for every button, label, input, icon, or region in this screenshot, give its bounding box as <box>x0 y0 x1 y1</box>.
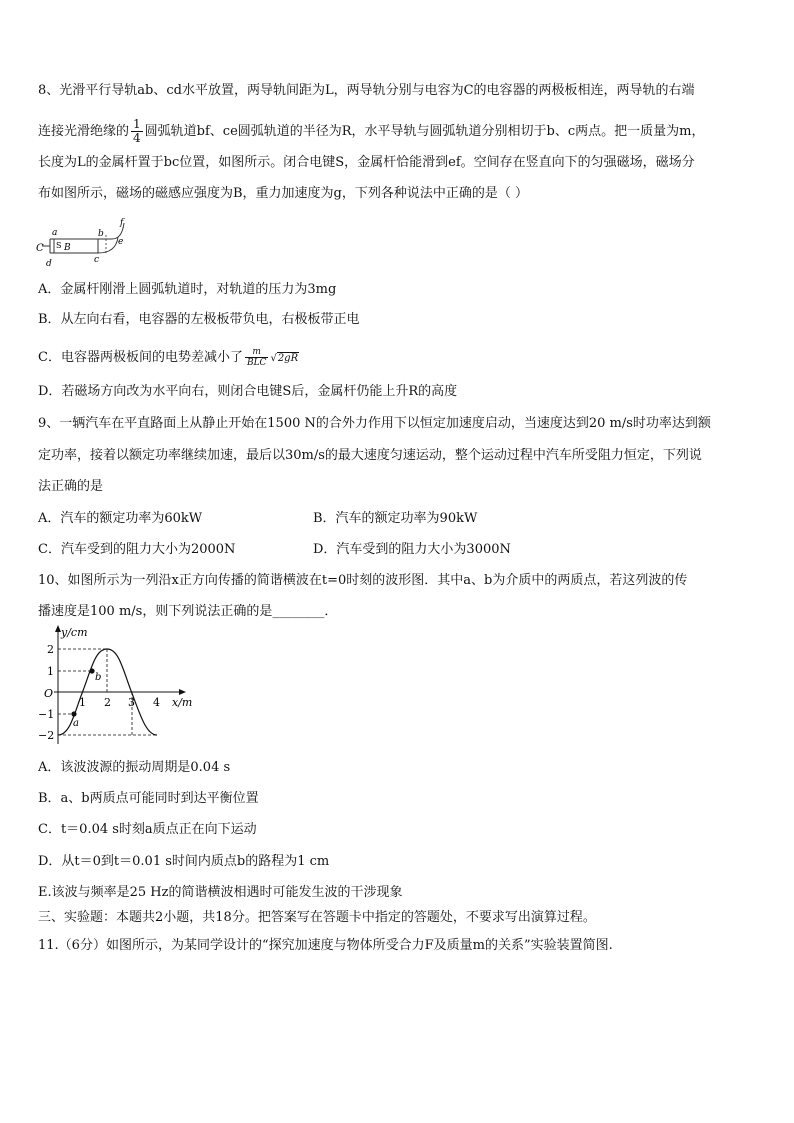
q9-option-c: C．汽车受到的阻力大小为2000N <box>38 542 236 557</box>
q8-line2-post: 圆弧轨道bf、ce圆弧轨道的半径为R，水平导轨与圆弧轨道分别相切于b、c两点。把一质量为m， <box>144 124 705 139</box>
point-b-marker <box>89 668 94 673</box>
q10-option-e: E.该波与频率是25 Hz的简谐横波相遇时可能发生波的干涉现象 <box>38 885 403 900</box>
q10-line2: 播速度是100 m/s，则下列说法正确的是________． <box>38 604 338 619</box>
fraction-numerator: 1 <box>133 117 141 131</box>
label-e: e <box>118 237 124 247</box>
q10-line1: 10、如图所示为一列沿x正方向传播的简谐横波在t=0时刻的波形图．其中a、b为介质中的两质点，若这列波的传 <box>38 573 688 588</box>
label-c: c <box>94 255 100 265</box>
ytick-1: 1 <box>47 665 54 678</box>
xtick-3: 3 <box>128 696 135 709</box>
point-a-marker <box>71 711 76 716</box>
label-f: f <box>120 218 124 228</box>
xtick-2: 2 <box>104 696 111 709</box>
y-axis-label: y/cm <box>61 626 88 639</box>
label-b: b <box>98 229 104 239</box>
q8-option-b: B．从左向右看，电容器的左极板带负电，右极板带正电 <box>38 312 360 327</box>
point-b-label: b <box>95 672 102 683</box>
quarter-fraction <box>131 118 143 145</box>
q8-line2-pre: 连接光滑绝缘的 <box>38 124 130 139</box>
rail-circuit-figure <box>34 215 134 269</box>
q9-line3: 法正确的是 <box>38 479 104 494</box>
q8-line1: 8、光滑平行导轨ab、cd水平放置，两导轨间距为L，两导轨分别与电容为C的电容器的两极板相连，两导轨的右端 <box>38 83 695 98</box>
q8-line2 <box>38 118 704 145</box>
sqrt-sign: √ <box>270 353 277 364</box>
optc-fraction <box>245 347 268 368</box>
origin-label: O <box>44 687 54 700</box>
q9-option-b: B．汽车的额定功率为90kW <box>313 511 478 526</box>
ytick-neg1: −1 <box>38 708 55 721</box>
q9-line1: 9、一辆汽车在平直路面上从静止开始在1500 N的合外力作用下以恒定加速度启动，当速度达到20 m/s时功率达到额 <box>38 416 711 431</box>
section-three-heading: 三、实验题：本题共2小题，共18分。把答案写在答题卡中指定的答题处，不要求写出演算过程。 <box>38 910 596 925</box>
q8-option-d: D．若磁场方向改为水平向右，则闭合电键S后，金属杆仍能上升R的高度 <box>38 384 458 399</box>
q10-option-d: D．从t＝0到t＝0.01 s时间内质点b的路程为1 cm <box>38 854 330 869</box>
label-B: B <box>64 243 71 253</box>
optc-denominator: BLC <box>246 358 267 368</box>
label-d: d <box>46 259 52 269</box>
label-a: a <box>52 228 58 238</box>
q10-option-b: B．a、b两质点可能同时到达平衡位置 <box>38 791 259 806</box>
label-S: S <box>56 241 62 250</box>
x-axis-arrow <box>179 689 186 695</box>
optc-sqrt: 2gR <box>277 353 299 364</box>
x-axis-label: x/m <box>172 696 193 709</box>
q9-option-a: A．汽车的额定功率为60kW <box>38 511 203 526</box>
point-a-label: a <box>73 718 79 729</box>
ytick-neg2: −2 <box>38 729 55 742</box>
xtick-1: 1 <box>79 696 86 709</box>
q10-option-c: C．t＝0.04 s时刻a质点正在向下运动 <box>38 822 257 837</box>
q10-option-a: A．该波波源的振动周期是0.04 s <box>38 760 231 775</box>
q11-line1: 11.（6分）如图所示，为某同学设计的“探究加速度与物体所受合力F及质量m的关系”实验装置简图. <box>38 938 613 953</box>
xtick-4: 4 <box>153 696 160 709</box>
q8-line4: 布如图所示，磁场的磁感应强度为B，重力加速度为g，下列各种说法中正确的是（ ） <box>38 186 529 201</box>
optc-numerator: m <box>245 347 268 358</box>
q9-line2: 定功率，接着以额定功率继续加速，最后以30m/s的最大速度匀速运动，整个运动过程中汽车所受阻力恒定，下列说 <box>38 448 702 463</box>
q9-option-d: D．汽车受到的阻力大小为3000N <box>313 542 511 557</box>
q8-option-a: A．金属杆刚滑上圆弧轨道时，对轨道的压力为3mg <box>38 282 337 297</box>
ytick-2: 2 <box>47 643 54 656</box>
q8-line3: 长度为L的金属杆置于bc位置，如图所示。闭合电键S，金属杆恰能滑到ef。空间存在竖直向下的匀强磁场，磁场分 <box>38 155 695 170</box>
wave-graph <box>34 622 204 750</box>
q8-option-c-text: C．电容器两极板间的电势差减小了 <box>38 350 243 365</box>
fraction-denominator: 4 <box>133 131 141 145</box>
label-C: C <box>36 243 44 254</box>
q8-option-c <box>38 347 299 368</box>
